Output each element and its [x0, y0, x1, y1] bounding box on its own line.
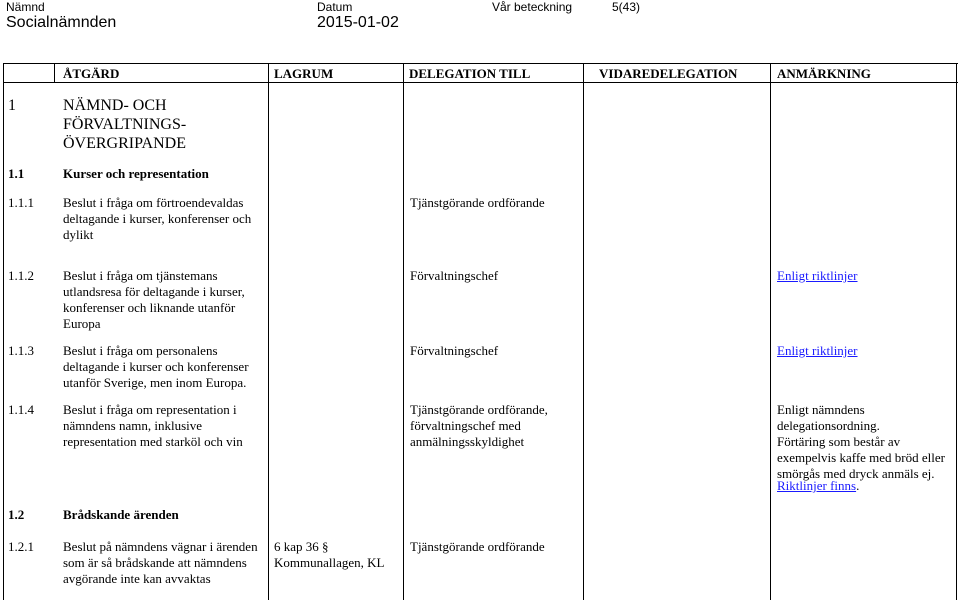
section-title-1-1: Kurser och representation	[63, 166, 209, 181]
header-value-datum: 2015-01-02	[317, 14, 399, 31]
section-title-1-2: Brådskande ärenden	[63, 507, 179, 522]
row-1-1-number: 1.1	[8, 166, 25, 181]
row-1-1-4-anmarkning: Enligt nämndens delegationsordning. Förtäring som består av exempelvis kaffe med bröd eller smörgås med dryck anmäls ej.	[777, 402, 945, 481]
row-1-1-2-delegation: Förvaltningschef	[410, 268, 499, 283]
col-divider-vidare	[770, 63, 771, 600]
row-1-2-1-lagrum: 6 kap 36 § Kommunallagen, KL	[274, 539, 385, 570]
row-1-1-3-delegation: Förvaltningschef	[410, 343, 499, 358]
table-right-border	[956, 63, 957, 600]
row-1-1-3-number: 1.1.3	[8, 343, 34, 358]
row-1-1-1-delegation: Tjänstgörande ordförande	[410, 195, 545, 210]
row-1-1-3-riktlinjer-link[interactable]: Enligt riktlinjer	[777, 343, 858, 358]
header-label-datum: Datum	[317, 0, 353, 14]
row-1-1-1-number: 1.1.1	[8, 195, 34, 210]
row-1-1-1-atgard: Beslut i fråga om förtroendevaldas deltagande i kurser, konferenser och dylikt	[63, 195, 252, 242]
row-1-1-2-number: 1.1.2	[8, 268, 34, 283]
row-1-1-3-atgard: Beslut i fråga om personalens deltagande i kurser och konferenser utanför Sverige, men inom Europa.	[63, 343, 249, 390]
col-divider-delegation	[583, 63, 584, 600]
row-1-2-1-delegation: Tjänstgörande ordförande	[410, 539, 545, 554]
col-header-lagrum: LAGRUM	[274, 66, 334, 81]
header-col-divider	[54, 63, 55, 82]
page-number: 5(43)	[612, 0, 641, 14]
header-label-namnd: Nämnd	[6, 0, 45, 14]
row-1-number: 1	[8, 97, 16, 114]
table-top-border	[3, 63, 958, 64]
row-1-1-2-atgard: Beslut i fråga om tjänstemans utlandsresa för deltagande i kurser, konferenser och liknande utanför Europa	[63, 268, 245, 331]
row-1-2-1-number: 1.2.1	[8, 539, 34, 554]
row-1-1-4-riktlinjer-finns: Riktlinjer finns.	[777, 478, 860, 493]
col-header-vidaredelegation: VIDAREDELEGATION	[599, 66, 738, 81]
col-divider-lagrum	[403, 63, 404, 600]
table-left-border	[3, 63, 4, 600]
riktlinjer-finns-link[interactable]: Riktlinjer finns	[777, 478, 857, 493]
section-title-1: NÄMND- OCH FÖRVALTNINGS- ÖVERGRIPANDE	[63, 97, 187, 152]
row-1-2-1-atgard: Beslut på nämndens vägnar i ärenden som är så brådskande att nämndens avgörande inte kan avvaktas	[63, 539, 258, 586]
row-1-1-4-atgard: Beslut i fråga om representation i nämndens namn, inklusive representation med starköl och vin	[63, 402, 243, 449]
header-bottom-border	[3, 82, 958, 83]
col-header-anmarkning: ANMÄRKNING	[777, 66, 871, 81]
header-label-beteckning: Vår beteckning	[492, 0, 573, 14]
row-1-1-4-delegation: Tjänstgörande ordförande, förvaltningschef med anmälningsskyldighet	[410, 402, 548, 449]
header-value-namnd: Socialnämnden	[6, 14, 117, 31]
row-1-1-2-riktlinjer-link[interactable]: Enligt riktlinjer	[777, 268, 858, 283]
row-1-1-4-number: 1.1.4	[8, 402, 34, 417]
col-header-atgard: ÅTGÄRD	[63, 66, 120, 81]
col-divider-atgard	[268, 63, 269, 600]
row-1-2-number: 1.2	[8, 507, 25, 522]
col-header-delegation: DELEGATION TILL	[409, 66, 531, 81]
